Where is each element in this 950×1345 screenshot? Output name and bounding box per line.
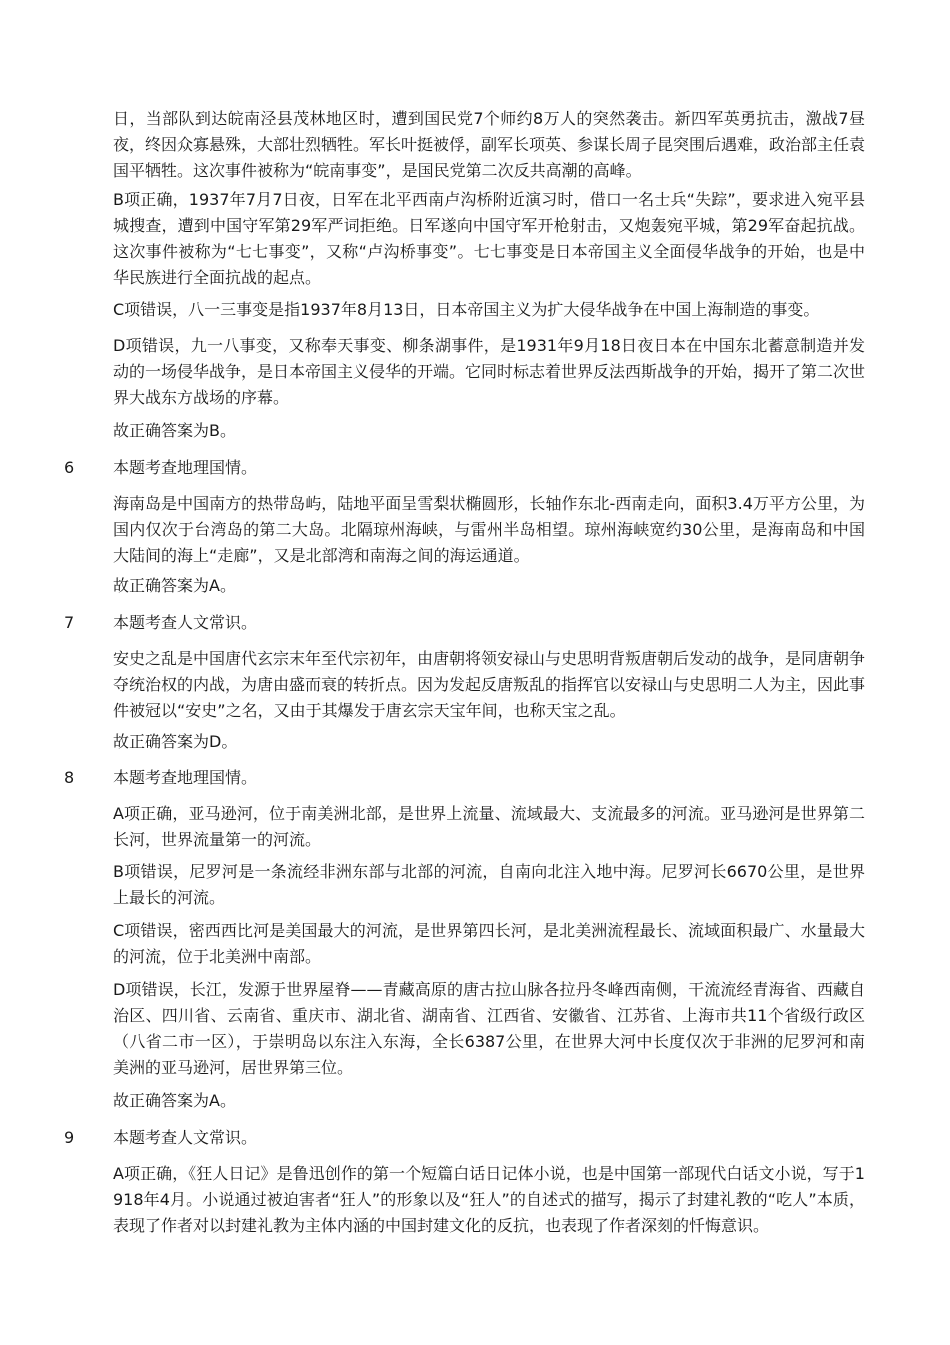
q6-number: 6 bbox=[64, 458, 75, 477]
q8-stem: 本题考查地理国情。 bbox=[113, 768, 258, 787]
q5-option-b-paragraph: B项正确，1937年7月7日夜，日军在北平西南卢沟桥附近演习时，借口一名士兵“失踪”，要求进入宛平县城搜查，遭到中国守军第29军严词拒绝。日军遂向中国守军开枪射击，又炮轰宛平城，第29军奋起抗战。这次事件被称为“七七事变”，又称“卢沟桥事变”。七七事变是日本帝国主义全面侵华战争的开始，也是中华民族进行全面抗战的起点。 bbox=[113, 190, 865, 287]
q5-explanation-paragraph: 日，当部队到达皖南泾县茂林地区时，遭到国民党7个师约8万人的突然袭击。新四军英勇抗击，激战7昼夜，终因众寡悬殊，大部壮烈牺牲。军长叶挺被俘，副军长项英、参谋长周子昆突围后遇难，政治部主任袁国平牺牲。这次事件被称为“皖南事变”，是国民党第二次反共高潮的高峰。 bbox=[113, 109, 866, 180]
q6-header bbox=[0, 455, 950, 481]
q7-number: 7 bbox=[64, 613, 75, 632]
q8-option-d-paragraph: D项错误，长江，发源于世界屋脊——青藏高原的唐古拉山脉各拉丹冬峰西南侧，干流流经青海省、西藏自治区、四川省、云南省、重庆市、湖北省、湖南省、江西省、安徽省、江苏省、上海市共11个省级行政区（八省二市一区），于崇明岛以东注入东海，全长6387公里，在世界大河中长度仅次于非洲的尼罗河和南美洲的亚马逊河，居世界第三位。 bbox=[113, 980, 865, 1077]
q8-answer: 故正确答案为A。 bbox=[113, 1091, 236, 1110]
q5-option-c-paragraph: C项错误，八一三事变是指1937年8月13日，日本帝国主义为扩大侵华战争在中国上海制造的事变。 bbox=[113, 300, 820, 319]
q6-answer: 故正确答案为A。 bbox=[113, 576, 236, 595]
q8-header bbox=[0, 765, 950, 791]
q7-answer: 故正确答案为D。 bbox=[113, 732, 238, 751]
q8-option-b-paragraph: B项错误，尼罗河是一条流经非洲东部与北部的河流，自南向北注入地中海。尼罗河长6670公里，是世界上最长的河流。 bbox=[113, 862, 865, 907]
q9-header bbox=[0, 1125, 950, 1151]
q6-explanation-paragraph: 海南岛是中国南方的热带岛屿，陆地平面呈雪梨状椭圆形，长轴作东北-西南走向，面积3.4万平方公里，为国内仅次于台湾岛的第二大岛。北隔琼州海峡，与雷州半岛相望。琼州海峡宽约30公里，是海南岛和中国大陆间的海上“走廊”，又是北部湾和南海之间的海运通道。 bbox=[113, 494, 865, 565]
q7-stem: 本题考查人文常识。 bbox=[113, 613, 258, 632]
q8-option-a-paragraph: A项正确，亚马逊河，位于南美洲北部，是世界上流量、流域最大、支流最多的河流。亚马逊河是世界第二长河，世界流量第一的河流。 bbox=[113, 804, 865, 849]
q9-option-a-paragraph: A项正确，《狂人日记》是鲁迅创作的第一个短篇白话日记体小说，也是中国第一部现代白话文小说，写于1918年4月。小说通过被迫害者“狂人”的形象以及“狂人”的自述式的描写，揭示了封建礼教的“吃人”本质，表现了作者对以封建礼教为主体内涵的中国封建文化的反抗，也表现了作者深刻的忏悔意识。 bbox=[113, 1164, 865, 1235]
q5-option-d-paragraph: D项错误，九一八事变，又称奉天事变、柳条湖事件，是1931年9月18日夜日本在中国东北蓄意制造并发动的一场侵华战争，是日本帝国主义侵华的开端。它同时标志着世界反法西斯战争的开始，揭开了第二次世界大战东方战场的序幕。 bbox=[113, 336, 866, 407]
q7-explanation-paragraph: 安史之乱是中国唐代玄宗末年至代宗初年，由唐朝将领安禄山与史思明背叛唐朝后发动的战争，是同唐朝争夺统治权的内战，为唐由盛而衰的转折点。因为发起反唐叛乱的指挥官以安禄山与史思明二人为主，因此事件被冠以“安史”之名，又由于其爆发于唐玄宗天宝年间，也称天宝之乱。 bbox=[113, 649, 866, 720]
q8-option-c-paragraph: C项错误，密西西比河是美国最大的河流，是世界第四长河，是北美洲流程最长、流域面积最广、水量最大的河流，位于北美洲中南部。 bbox=[113, 921, 865, 966]
q6-stem: 本题考查地理国情。 bbox=[113, 458, 258, 477]
q5-answer: 故正确答案为B。 bbox=[113, 421, 236, 440]
q9-stem: 本题考查人文常识。 bbox=[113, 1128, 258, 1147]
q9-number: 9 bbox=[64, 1128, 75, 1147]
q8-number: 8 bbox=[64, 768, 75, 787]
q7-header bbox=[0, 610, 950, 636]
